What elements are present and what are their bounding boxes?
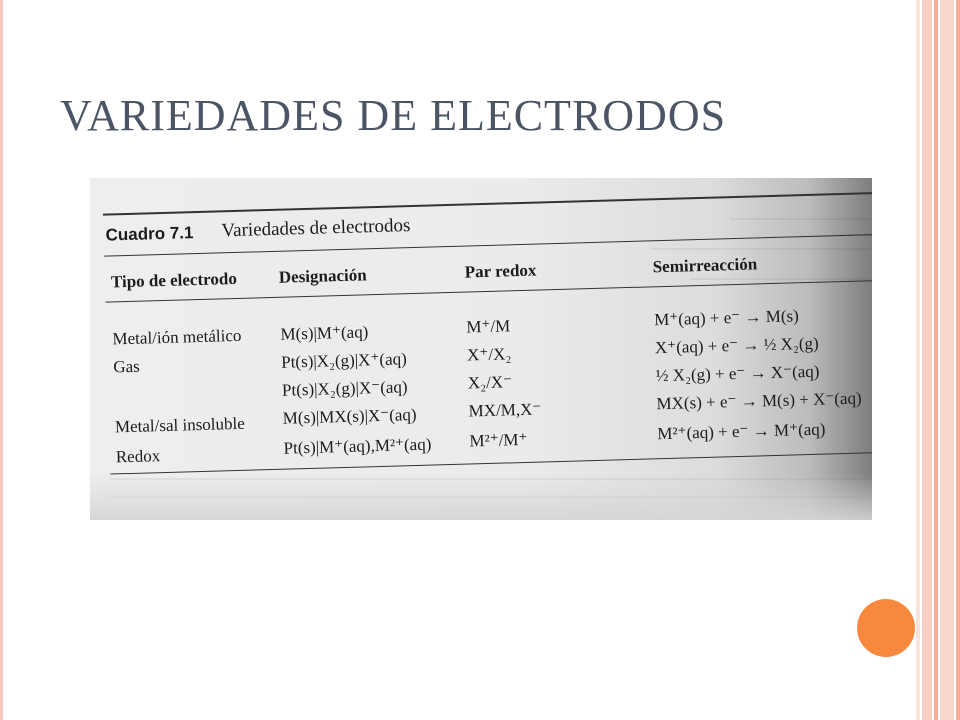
row-semirreaccion: ½ X₂(g) + e⁻ → X⁻(aq) [655,361,820,386]
bottom-rule [110,451,872,474]
table-caption-text: Variedades de electrodos [221,215,411,242]
row-semirreaccion: X⁺(aq) + e⁻ → ½ X₂(g) [654,333,819,358]
row-semirreaccion: MX(s) + e⁻ → M(s) + X⁻(aq) [656,388,862,414]
row-par-redox: M⁺/M [466,316,511,337]
slide-title: VARIEDADES DE ELECTRODOS [60,91,727,140]
row-par-redox: MX/M,X⁻ [468,399,542,421]
row-tipo: Redox [115,446,161,467]
row-designacion: Pt(s)|X₂(g)|X⁻(aq) [281,377,408,400]
row-par-redox: X₂/X⁻ [467,372,513,393]
row-par-redox: X⁺/X₂ [466,344,512,365]
row-tipo: Metal/sal insoluble [114,413,246,437]
orange-circle-icon [856,598,916,658]
row-tipo: Gas [113,356,140,377]
row-semirreaccion: M⁺(aq) + e⁻ → M(s) [653,306,800,330]
caption-rule [104,233,872,256]
header-par-redox: Par redox [464,260,537,282]
row-designacion: M(s)|MX(s)|X⁻(aq) [282,404,417,428]
table-photo [90,178,872,520]
top-rule [103,191,872,215]
row-tipo: Metal/ión metálico [112,325,242,349]
slide-left-border [0,0,3,720]
row-par-redox: M²⁺/M⁺ [469,429,528,451]
table-caption-number: Cuadro 7.1 [105,223,194,245]
decorative-stripes [916,0,960,720]
header-tipo: Tipo de electrodo [110,268,238,292]
electrode-table [90,178,872,520]
header-designacion: Designación [278,265,367,287]
header-semirreaccion: Semirreacción [652,254,758,277]
row-designacion: Pt(s)|X₂(g)|X⁺(aq) [280,349,408,372]
row-semirreaccion: M²⁺(aq) + e⁻ → M⁺(aq) [657,419,826,444]
row-designacion: M(s)|M⁺(aq) [280,322,369,344]
row-designacion: Pt(s)|M⁺(aq),M²⁺(aq) [283,434,432,458]
